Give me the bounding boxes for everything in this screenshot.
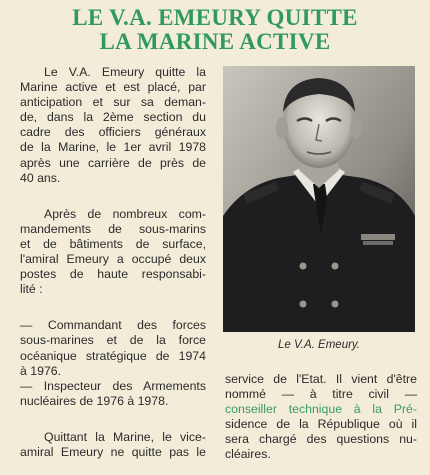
paragraph-gap (20, 409, 206, 430)
text-line: lité : (20, 282, 43, 297)
paragraph-inspecteur (20, 379, 206, 409)
text-line: sidence de la République où il (225, 417, 417, 432)
portrait-illustration (223, 66, 415, 332)
text-line: à 1976. (20, 363, 62, 378)
paragraph-commandant (20, 318, 206, 378)
article-headline (0, 6, 430, 54)
text-line: mandements de sous-marins (20, 221, 206, 236)
text-line: Après de nombreux com- (44, 206, 206, 221)
left-column (20, 65, 206, 460)
text-line: nucléaires de 1976 à 1978. (20, 393, 169, 408)
right-column (225, 372, 417, 463)
paragraph-commands (20, 207, 206, 298)
text-line: anticipation et sur sa deman- (20, 95, 206, 110)
paragraph-gap (20, 297, 206, 318)
text-line: de, dans la 2ème section du (20, 110, 206, 125)
photo-caption: Le V.A. Emeury. (277, 339, 361, 351)
text-line: océanique stratégique de 1974 (20, 348, 206, 363)
text-line: service de l'Etat. Il vient d'être (225, 372, 417, 386)
text-line: amiral Emeury ne quitte pas le (20, 444, 206, 459)
text-line: — Commandant des forces (20, 318, 206, 333)
text-line: conseiller technique à la Pré- (225, 402, 417, 417)
paragraph-gap (20, 186, 206, 207)
text-line: et de bâtiments de surface, (20, 236, 206, 251)
headline-line-1: LE V.A. EMEURY QUITTE (72, 5, 358, 30)
text-line: cadre des officiers généraux (20, 125, 206, 140)
portrait-photo (223, 66, 415, 332)
paragraph-retirement (20, 65, 206, 186)
text-line: 40 ans. (20, 170, 61, 185)
text-line: sous-marines et de la force (20, 333, 206, 348)
text-line: après une carrière de près de (20, 155, 206, 170)
text-line: Marine active et est placé, par (20, 80, 206, 95)
text-line: Quittant la Marine, le vice- (44, 429, 206, 444)
text-line: cléaires. (225, 447, 271, 462)
headline-line-2: LA MARINE ACTIVE (99, 29, 331, 54)
text-line: de la Marine, le 1er avril 1978 (20, 140, 206, 155)
paragraph-leaving (20, 430, 206, 460)
text-line: — Inspecteur des Armements (20, 378, 206, 393)
text-line: l'amiral Emeury a occupé deux (20, 252, 206, 267)
text-line: Le V.A. Emeury quitte la (44, 65, 206, 79)
text-line: postes de haute responsabi- (20, 267, 206, 282)
text-line: sera chargé des questions nu- (225, 432, 417, 447)
text-line: nommé — à titre civil — (225, 387, 417, 402)
